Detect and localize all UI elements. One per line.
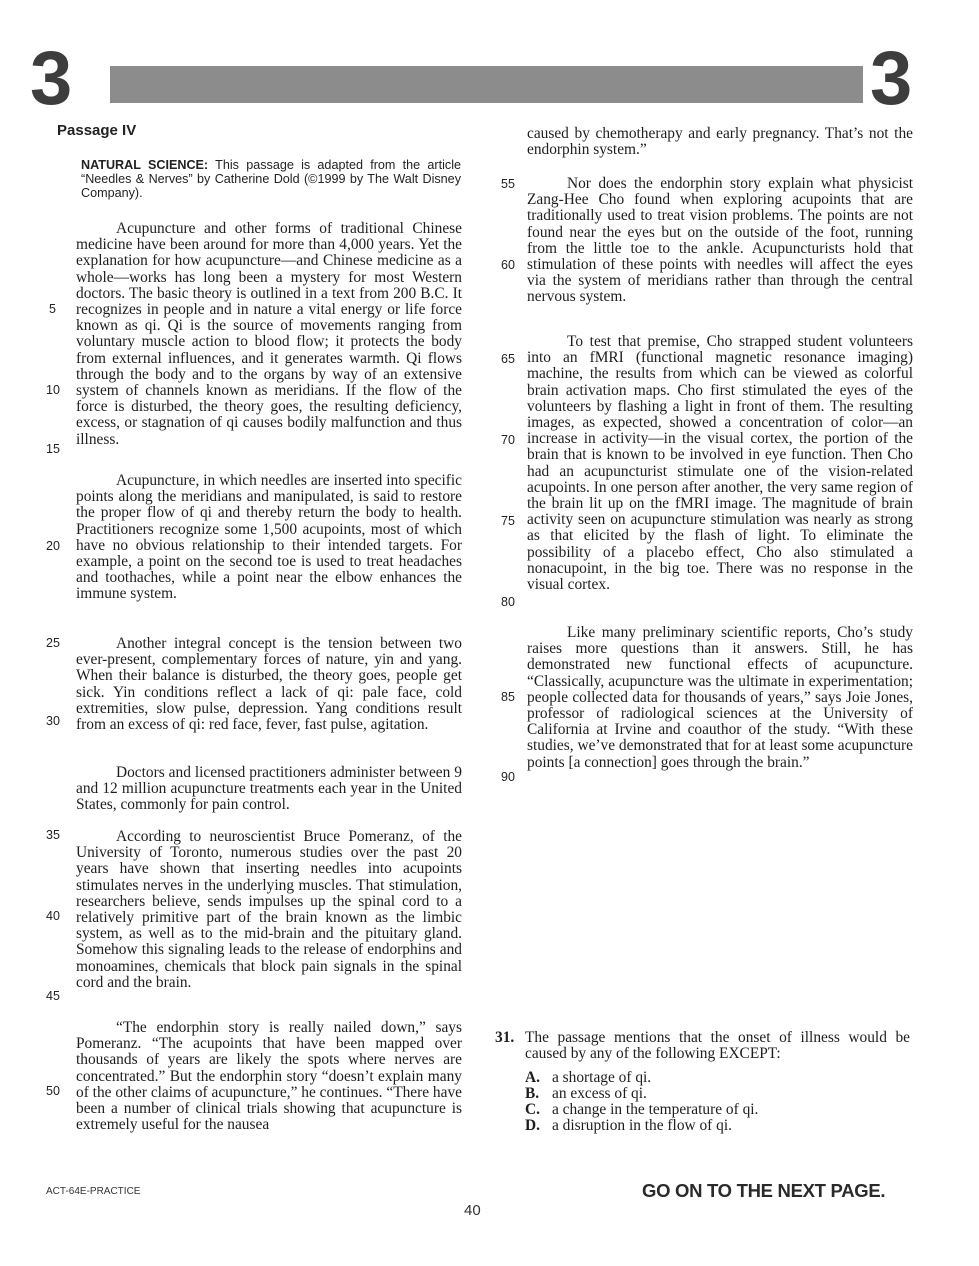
choice-letter: A.	[525, 1069, 540, 1086]
line-number: 80	[501, 595, 515, 609]
line-number: 70	[501, 433, 515, 447]
choice-letter: D.	[525, 1117, 540, 1134]
line-number: 60	[501, 258, 515, 272]
line-number: 25	[46, 636, 60, 650]
section-header-bar	[110, 66, 863, 103]
line-number: 75	[501, 514, 515, 528]
passage-title: Passage IV	[57, 122, 137, 139]
page-number: 40	[464, 1202, 481, 1219]
test-form-code: ACT-64E-PRACTICE	[46, 1186, 141, 1197]
line-number: 45	[46, 989, 60, 1003]
paragraph-6: “The endorphin story is really nailed down,” says Pomeranz. “The acupoints that have been mapped over thousands of years are likely the spots where nerves are concentrated.” But the endorphin story “doesn’t explain many of the other claims of acupuncture,” he continues. “There have been a number of clinical trials showing that acupuncture is extremely useful for the nausea	[76, 1019, 462, 1134]
choice-text: an excess of qi.	[552, 1085, 647, 1102]
line-number: 50	[46, 1084, 60, 1098]
answer-choice-d[interactable]	[525, 1118, 732, 1134]
paragraph-7: Nor does the endorphin story explain what physicist Zang-Hee Cho found when exploring acupoints that are traditionally used to treat vision problems. The points are not found near the eyes but on the outside of the foot, running from the little toe to the ankle. Acupuncturists hold that stimulation of these points with needles will affect the eyes via the system of meridians rather than through the central nervous system.	[527, 175, 913, 306]
choice-letter: C.	[525, 1101, 540, 1118]
paragraph-3: Another integral concept is the tension between two ever-present, complementary forces of nature, yin and yang. When their balance is disturbed, the theory goes, people get sick. Yin conditions reflect a lack of qi: pale face, cold extremities, slow pulse, depression. Yang conditions result from an excess of qi: red face, fever, fast pulse, agitation.	[76, 635, 462, 734]
go-on-next-page: GO ON TO THE NEXT PAGE.	[642, 1180, 886, 1201]
line-number: 35	[46, 828, 60, 842]
paragraph-4: Doctors and licensed practitioners administer between 9 and 12 million acupuncture treatments each year in the United States, commonly for pain control.	[76, 764, 462, 814]
line-number: 40	[46, 909, 60, 923]
section-number-right: 3	[870, 36, 912, 121]
line-number: 5	[49, 302, 56, 316]
paragraph-1: Acupuncture and other forms of traditional Chinese medicine have been around for more than 4,000 years. Yet the explanation for how acupuncture—and Chinese medicine as a whole—works has long been a mystery for most Western doctors. The basic theory is outlined in a text from 200 B.C. It recognizes in people and in nature a vital energy or life force known as qi. Qi is the source of movements ranging from voluntary muscle action to blood flow; it protects the body from external influences, and it generates warmth. Qi flows through the body and to the organs by way of an extensive system of channels known as meridians. If the flow of the force is disturbed, the theory goes, the resulting deficiency, excess, or stagnation of qi causes bodily malfunction and thus illness.	[76, 220, 462, 448]
question-stem: The passage mentions that the onset of illness would be caused by any of the following EXCEPT:	[525, 1029, 910, 1063]
answer-choice-a[interactable]	[525, 1070, 651, 1086]
choice-text: a shortage of qi.	[552, 1069, 652, 1086]
choice-letter: B.	[525, 1085, 540, 1102]
paragraph-9: Like many preliminary scientific reports, Cho’s study raises more questions than it answers. Still, he has demonstrated new functional effects of acupuncture. “Classically, acupuncture was the ultimate in experimentation; people collected data for thousands of years,” says Joie Jones, professor of radiological sciences at the University of California at Irvine and coauthor of the study. “With these studies, we’ve demonstrated that for at least some acupuncture points [a connection] goes through the brain.”	[527, 624, 913, 771]
paragraph-5: According to neuroscientist Bruce Pomeranz, of the University of Toronto, numerous studies over the past 20 years have shown that inserting needles into acupoints stimulates nerves in the underlying muscles. That stimulation, researchers believe, sends impulses up the spinal cord to a relatively primitive part of the brain known as the limbic system, as well as to the mid-brain and the pituitary gland. Somehow this signaling leads to the release of endorphins and monoamines, chemicals that block pain signals in the spinal cord and the brain.	[76, 828, 462, 991]
intro-label: NATURAL SCIENCE:	[81, 158, 209, 172]
line-number: 55	[501, 177, 515, 191]
section-number-left: 3	[30, 36, 72, 121]
line-number: 65	[501, 352, 515, 366]
intro-text: This passage is adapted from the article “Needles & Nerves” by Catherine Dold (©1999 by The Walt Disney Company).	[81, 158, 462, 201]
question-number: 31.	[495, 1029, 515, 1046]
paragraph-8: To test that premise, Cho strapped student volunteers into an fMRI (functional magnetic resonance imaging) machine, the results from which can be viewed as colorful brain activation maps. Cho first stimulated the eyes of the volunteers by flashing a light in front of them. The resulting images, as expected, showed a concentration of color—an increase in activity—in the visual cortex, the portion of the brain that is known to be involved in eye function. Then Cho had an acupuncturist stimulate one of the vision-related acupoints. In one person after another, the very same region of the brain lit up on the fMRI image. The magnitude of brain activity seen on acupuncture stimulation was nearly as strong as that elicited by the flash of light. To eliminate the possibility of a placebo effect, Cho also stimulated a nonacupoint, in the big toe. There was no response in the visual cortex.	[527, 333, 913, 594]
line-number: 85	[501, 690, 515, 704]
choice-text: a change in the temperature of qi.	[552, 1101, 759, 1118]
line-number: 10	[46, 383, 60, 397]
line-number: 15	[46, 442, 60, 456]
line-number: 90	[501, 770, 515, 784]
choice-text: a disruption in the flow of qi.	[552, 1117, 732, 1134]
paragraph-2: Acupuncture, in which needles are inserted into specific points along the meridians and manipulated, is said to restore the proper flow of qi and thereby return the body to health. Practitioners recognize some 1,500 acupoints, most of which have no obvious relationship to their intended targets. For example, a point on the second toe is used to treat headaches and toothaches, while a point near the elbow enhances the immune system.	[76, 472, 462, 603]
answer-choice-b[interactable]	[525, 1086, 647, 1102]
paragraph-6-continued: caused by chemotherapy and early pregnancy. That’s not the endorphin system.”	[527, 125, 913, 159]
answer-choice-c[interactable]	[525, 1102, 758, 1118]
passage-intro	[81, 158, 461, 201]
line-number: 20	[46, 539, 60, 553]
line-number: 30	[46, 714, 60, 728]
